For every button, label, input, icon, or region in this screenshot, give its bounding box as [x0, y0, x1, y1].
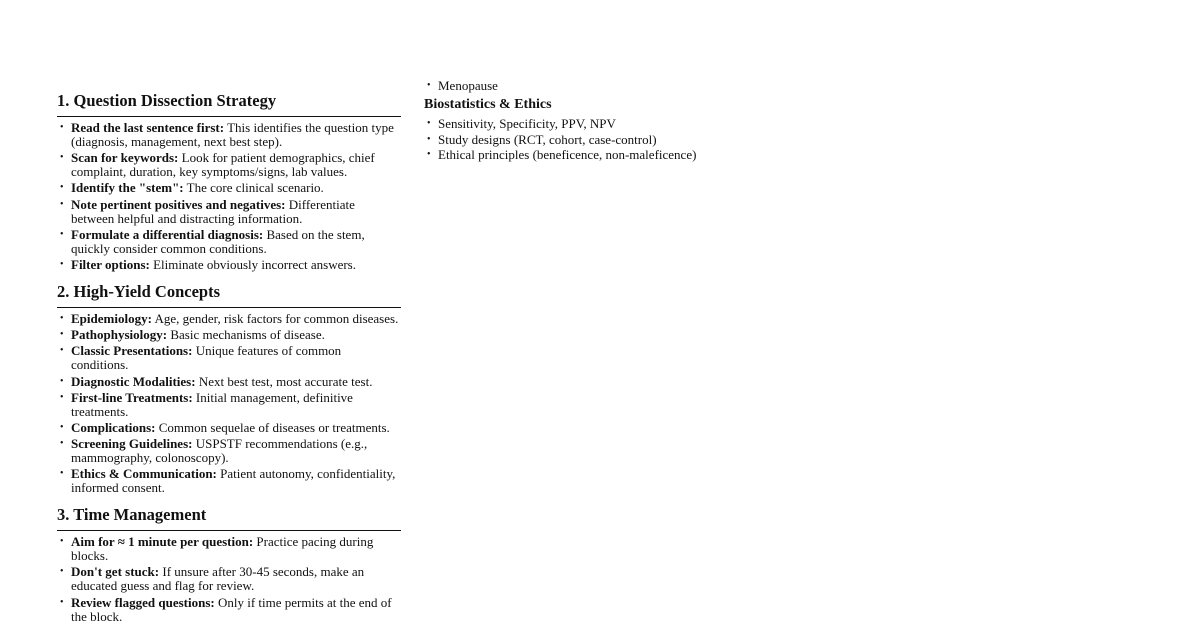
- continued-bullet-list: [424, 79, 754, 93]
- item-label: Review flagged questions:: [71, 594, 215, 610]
- section-title: 1. Question Dissection Strategy: [57, 90, 401, 117]
- right-column: [424, 79, 754, 164]
- item-text: Age, gender, risk factors for common diseases.: [151, 310, 399, 326]
- list-item: [424, 148, 754, 162]
- bullet-icon: •: [60, 391, 64, 403]
- item-label: Note pertinent positives and negatives:: [71, 196, 286, 212]
- item-text: Based on the stem, quickly consider common conditions.: [71, 226, 365, 256]
- item-label: Read the last sentence first:: [71, 120, 225, 135]
- biostatistics-bullet-list: [424, 117, 754, 162]
- subsection-title: Biostatistics & Ethics: [424, 97, 552, 112]
- section-question-dissection: [57, 90, 401, 272]
- list-item: [57, 121, 401, 149]
- left-column: [57, 90, 401, 626]
- item-label: Filter options:: [71, 256, 150, 272]
- list-item: [57, 258, 401, 272]
- item-text: USPSTF recommendations (e.g., mammography, colonoscopy).: [71, 436, 368, 466]
- item-label: Don't get stuck:: [71, 564, 160, 580]
- bullet-icon: •: [427, 133, 431, 145]
- bullet-list: [57, 312, 401, 495]
- item-text: Eliminate obviously incorrect answers.: [149, 256, 356, 272]
- bullet-icon: •: [427, 80, 431, 91]
- item-label: Ethics & Communication:: [71, 466, 217, 482]
- item-text: The core clinical scenario.: [183, 180, 324, 196]
- list-item: [57, 391, 401, 419]
- bullet-icon: •: [427, 118, 431, 129]
- bullet-icon: •: [427, 149, 431, 161]
- bullet-icon: •: [60, 536, 64, 548]
- list-item: [57, 198, 401, 226]
- list-item: [57, 467, 401, 495]
- list-item: [57, 151, 401, 179]
- bullet-icon: •: [60, 198, 64, 210]
- item-text: Sensitivity, Specificity, PPV, NPV: [438, 116, 616, 131]
- item-text: Next best test, most accurate test.: [195, 373, 373, 389]
- item-label: First-line Treatments:: [71, 389, 193, 405]
- bullet-icon: •: [60, 375, 64, 387]
- bullet-icon: •: [60, 468, 64, 480]
- bullet-icon: •: [60, 122, 64, 133]
- section-time-management: [57, 504, 401, 623]
- item-text: Common sequelae of diseases or treatments.: [155, 419, 390, 435]
- bullet-list: [57, 121, 401, 272]
- item-label: Identify the "stem":: [71, 180, 184, 196]
- item-text: Study designs (RCT, cohort, case-control): [438, 131, 657, 147]
- list-item: [424, 79, 754, 93]
- list-item: [57, 535, 401, 563]
- bullet-list: [57, 535, 401, 623]
- item-text: Unique features of common conditions.: [71, 343, 342, 373]
- bullet-icon: •: [60, 421, 64, 433]
- item-label: Screening Guidelines:: [71, 436, 193, 452]
- list-item: [57, 375, 401, 389]
- item-label: Diagnostic Modalities:: [71, 373, 196, 389]
- bullet-icon: •: [60, 566, 64, 578]
- list-item: [57, 565, 401, 593]
- item-label: Scan for keywords:: [71, 150, 179, 166]
- bullet-icon: •: [60, 228, 64, 240]
- item-text: Look for patient demographics, chief complaint, duration, key symptoms/signs, lab values.: [71, 150, 375, 180]
- bullet-icon: •: [60, 345, 64, 357]
- list-item: [57, 328, 401, 342]
- section-high-yield-concepts: [57, 281, 401, 495]
- list-item: [424, 117, 754, 131]
- item-text: Practice pacing during blocks.: [71, 534, 374, 564]
- bullet-icon: •: [60, 258, 64, 270]
- list-item: [57, 421, 401, 435]
- section-title: 2. High-Yield Concepts: [57, 281, 401, 308]
- bullet-icon: •: [60, 438, 64, 450]
- list-item: [57, 181, 401, 195]
- item-text: If unsure after 30-45 seconds, make an educated guess and flag for review.: [71, 564, 365, 594]
- item-label: Classic Presentations:: [71, 343, 193, 359]
- list-item: [57, 312, 401, 326]
- list-item: [57, 596, 401, 624]
- section-title: 3. Time Management: [57, 504, 401, 531]
- item-label: Pathophysiology:: [71, 327, 168, 343]
- list-item: [424, 133, 754, 147]
- item-label: Complications:: [71, 419, 156, 435]
- item-text: Only if time permits at the end of the block.: [71, 594, 392, 624]
- item-text: Ethical principles (beneficence, non-maleficence): [438, 147, 697, 163]
- list-item: [57, 437, 401, 465]
- list-item: [57, 344, 401, 372]
- list-item: [57, 228, 401, 256]
- bullet-icon: •: [60, 312, 64, 324]
- bullet-icon: •: [60, 152, 64, 164]
- item-text: Differentiate between helpful and distracting information.: [71, 196, 355, 226]
- bullet-icon: •: [60, 182, 64, 194]
- item-text: Menopause: [438, 78, 498, 93]
- item-text: This identifies the question type (diagnosis, management, next best step).: [71, 120, 394, 149]
- item-text: Patient autonomy, confidentiality, informed consent.: [71, 466, 396, 496]
- item-text: Initial management, definitive treatments.: [71, 389, 353, 419]
- item-label: Formulate a differential diagnosis:: [71, 226, 264, 242]
- bullet-icon: •: [60, 596, 64, 608]
- item-label: Epidemiology:: [71, 310, 152, 326]
- item-text: Basic mechanisms of disease.: [167, 327, 325, 343]
- item-label: Aim for ≈ 1 minute per question:: [71, 534, 254, 550]
- bullet-icon: •: [60, 329, 64, 341]
